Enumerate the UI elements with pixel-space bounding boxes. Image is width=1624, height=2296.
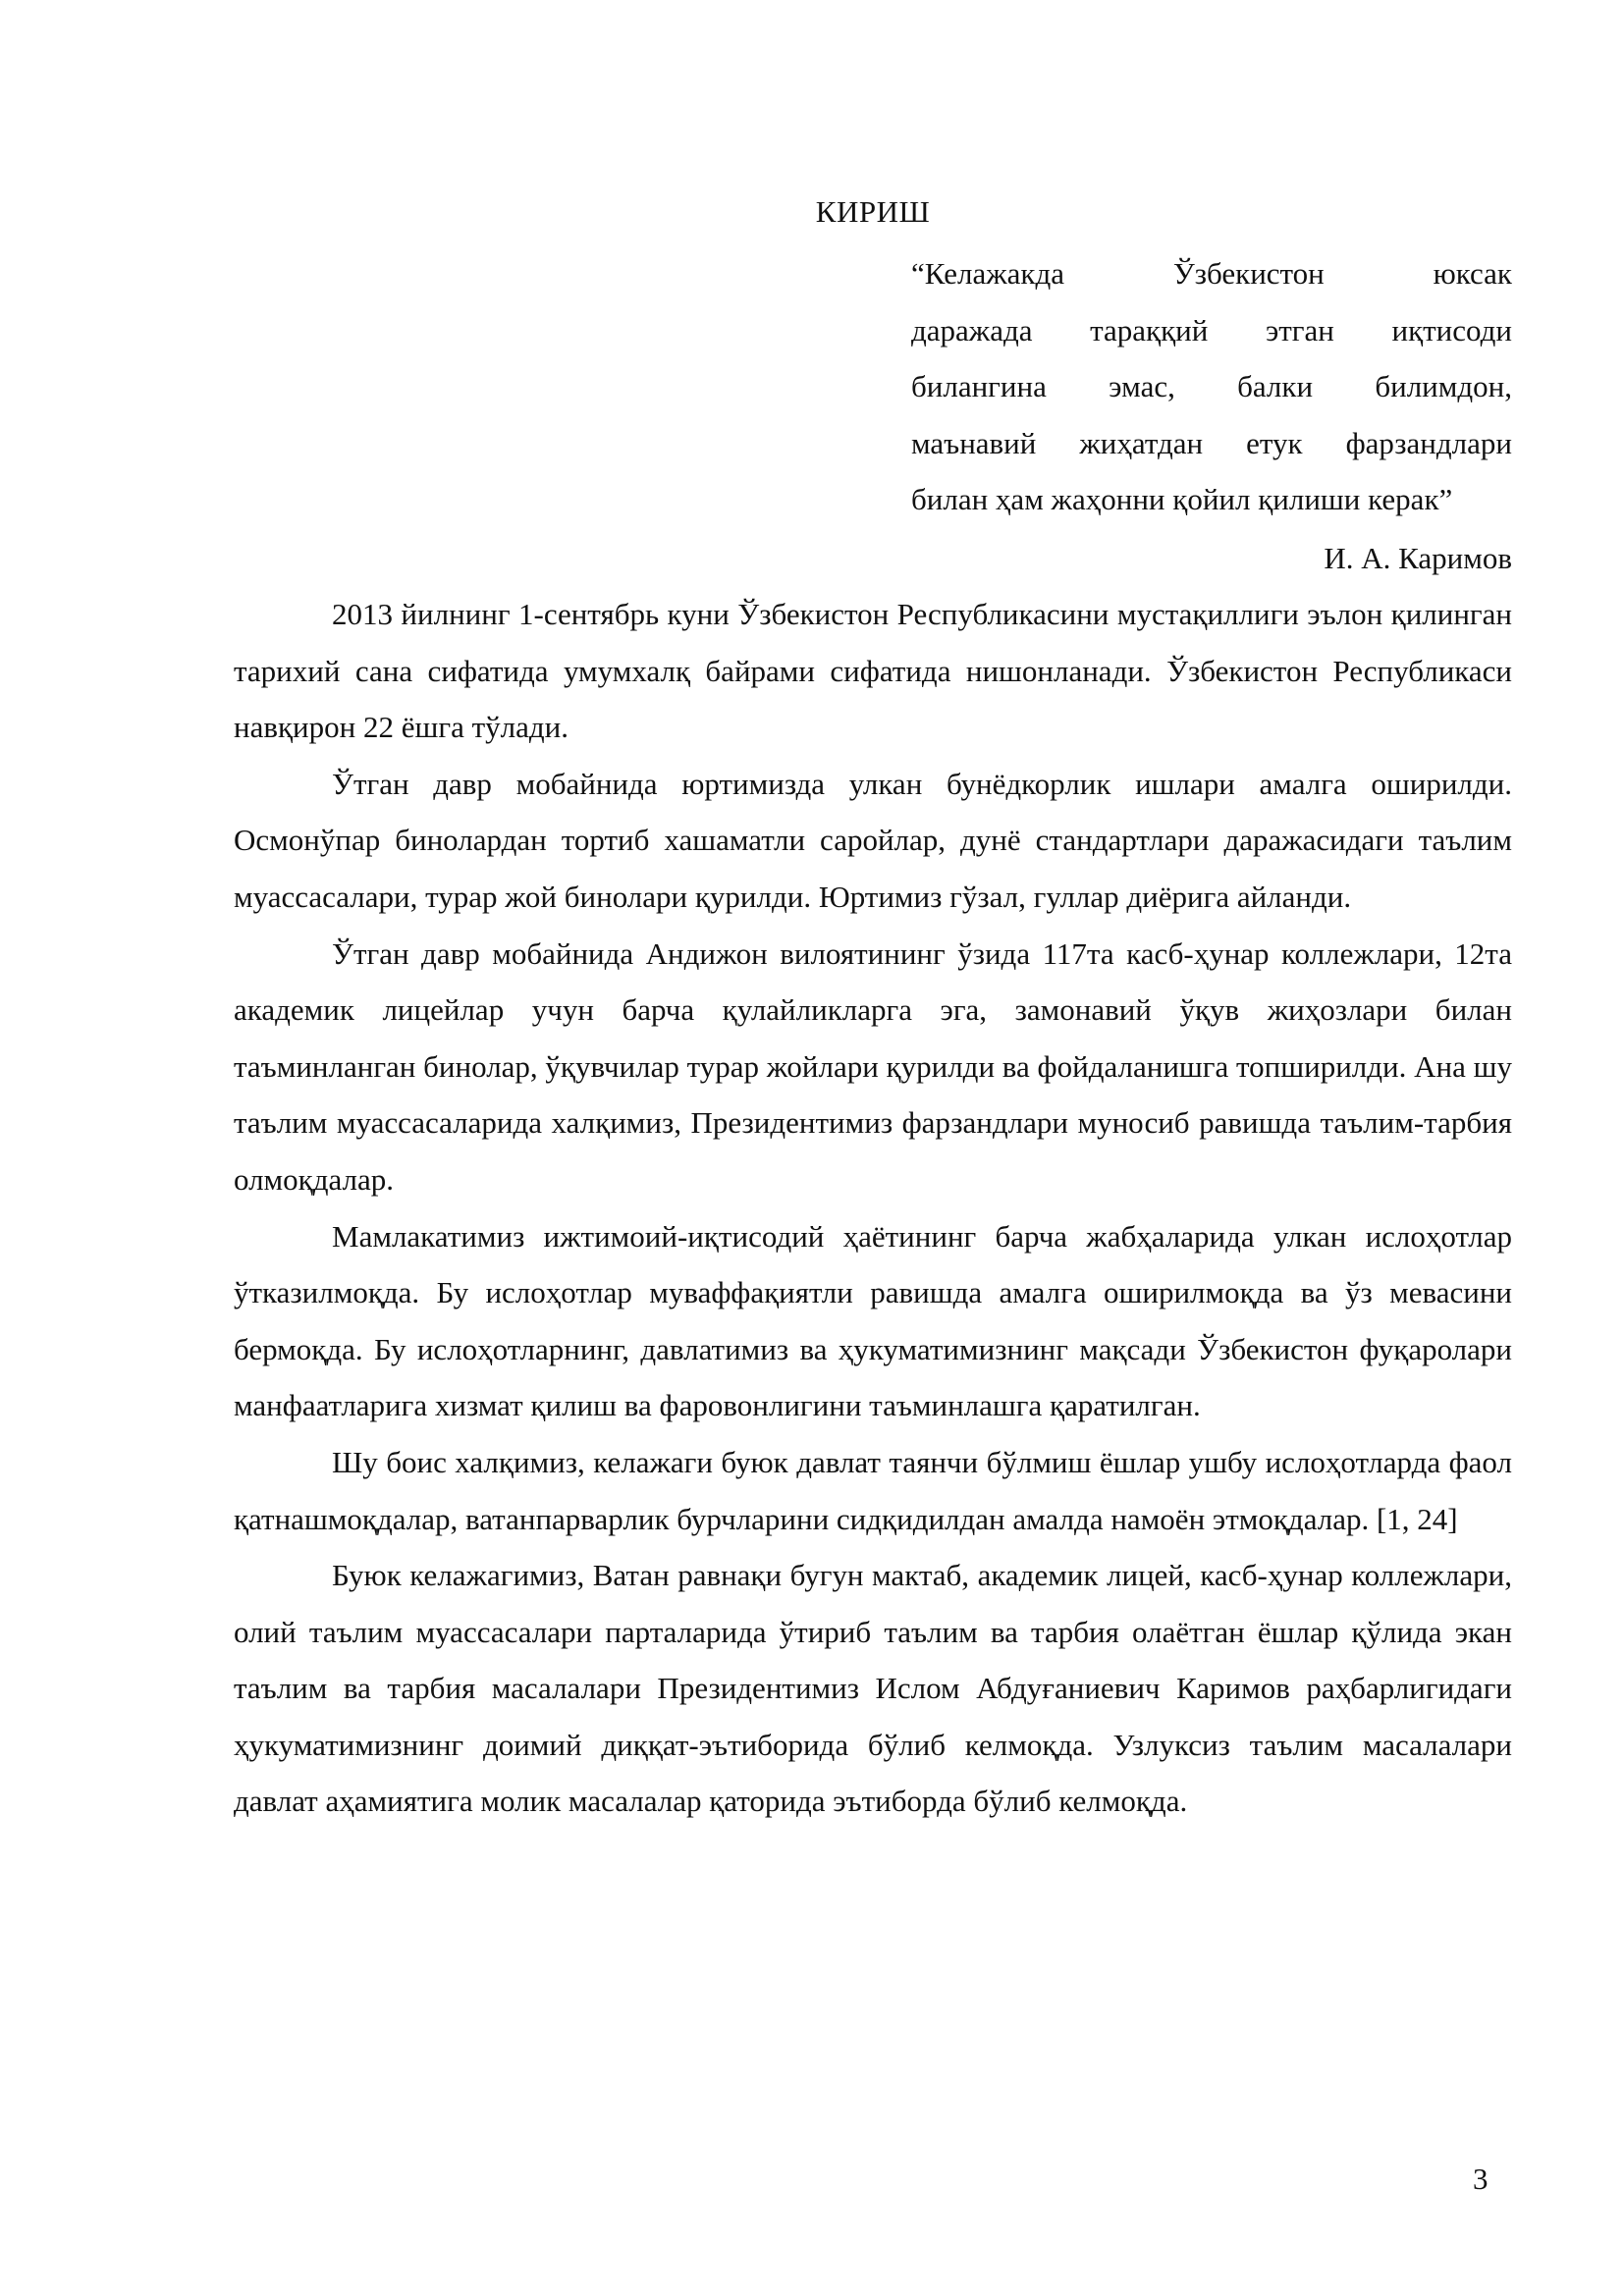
paragraph: Шу боис халқимиз, келажаги буюк давлат таянчи бўлмиш ёшлар ушбу ислоҳотларда фаол қатнашмоқдалар, ватанпарварлик бурчларини сидқидилдан амалда намоён этмоқдалар. [1, 24]: [234, 1444, 1512, 1536]
paragraph: Буюк келажагимиз, Ватан равнақи бугун мактаб, академик лицей, касб-ҳунар коллежлари, олий таълим муассасалари парталарида ўтириб таълим ва тарбия олаётган ёшлар қўлида экан таълим ва тарбия масалалари Президентимиз Ислом Абдуғаниевич Каримов раҳбарлигидаги ҳукуматимизнинг доимий диққат-эътиборида бўлиб келмоқда. Узлуксиз таълим масалалари давлат аҳамиятига молик масалалар қаторида эътиборда бўлиб келмоқда.: [234, 1558, 1512, 1819]
epigraph-line: маънавий жиҳатдан етук фарзандлари: [911, 425, 1512, 460]
epigraph-line: билан ҳам жаҳонни қойил қилиши керак”: [911, 482, 1453, 516]
epigraph-quote: [911, 245, 1512, 528]
paragraph: 2013 йилнинг 1-сентябрь куни Ўзбекистон Республикасини мустақиллиги эълон қилинган тарихий сана сифатида умумхалқ байрами сифатида нишонланади. Ўзбекистон Республикаси навқирон 22 ёшга тўлади.: [234, 597, 1512, 745]
paragraph: Ўтган давр мобайнида Андижон вилоятининг ўзида 117та касб-ҳунар коллежлари, 12та академик лицейлар учун барча қулайликларга эга, замонавий ўқув жиҳозлари билан таъминланган бинолар, ўқувчилар турар жойлари қурилди ва фойдаланишга топширилди. Ана шу таълим муассасаларида халқимиз, Президентимиз фарзандлари муносиб равишда таълим-тарбия олмоқдалар.: [234, 935, 1512, 1197]
epigraph-line: даражада тараққий этган иқтисоди: [911, 312, 1512, 347]
page-number: 3: [1473, 2162, 1489, 2196]
epigraph-line: билангина эмас, балки билимдон,: [911, 369, 1512, 403]
paragraph: Мамлакатимиз ижтимоий-иқтисодий ҳаётининг барча жабҳаларида улкан ислоҳотлар ўтказилмоқда. Бу ислоҳотлар муваффақиятли равишда амалга оширилмоқда ва ўз мевасини бермоқда. Бу ислоҳотларнинг, давлатимиз ва ҳукуматимизнинг мақсади Ўзбекистон фуқаролари манфаатларига хизмат қилиш ва фаровонлигини таъминлашга қаратилган.: [234, 1218, 1512, 1423]
epigraph-author: И. А. Каримов: [1324, 541, 1512, 575]
document-page: [234, 0, 1512, 2296]
page-title: КИРИШ: [815, 194, 931, 229]
body-text: [234, 586, 1512, 1830]
epigraph-line: “Келажакда Ўзбекистон юксак: [911, 256, 1512, 291]
paragraph: Ўтган давр мобайнида юртимизда улкан бунёдкорлик ишлари амалга оширилди. Осмонўпар бинолардан тортиб хашаматли саройлар, дунё стандартлари даражасидаги таълим муассасалари, турар жой бинолари қурилди. Юртимиз гўзал, гуллар диёрига айланди.: [234, 766, 1512, 914]
